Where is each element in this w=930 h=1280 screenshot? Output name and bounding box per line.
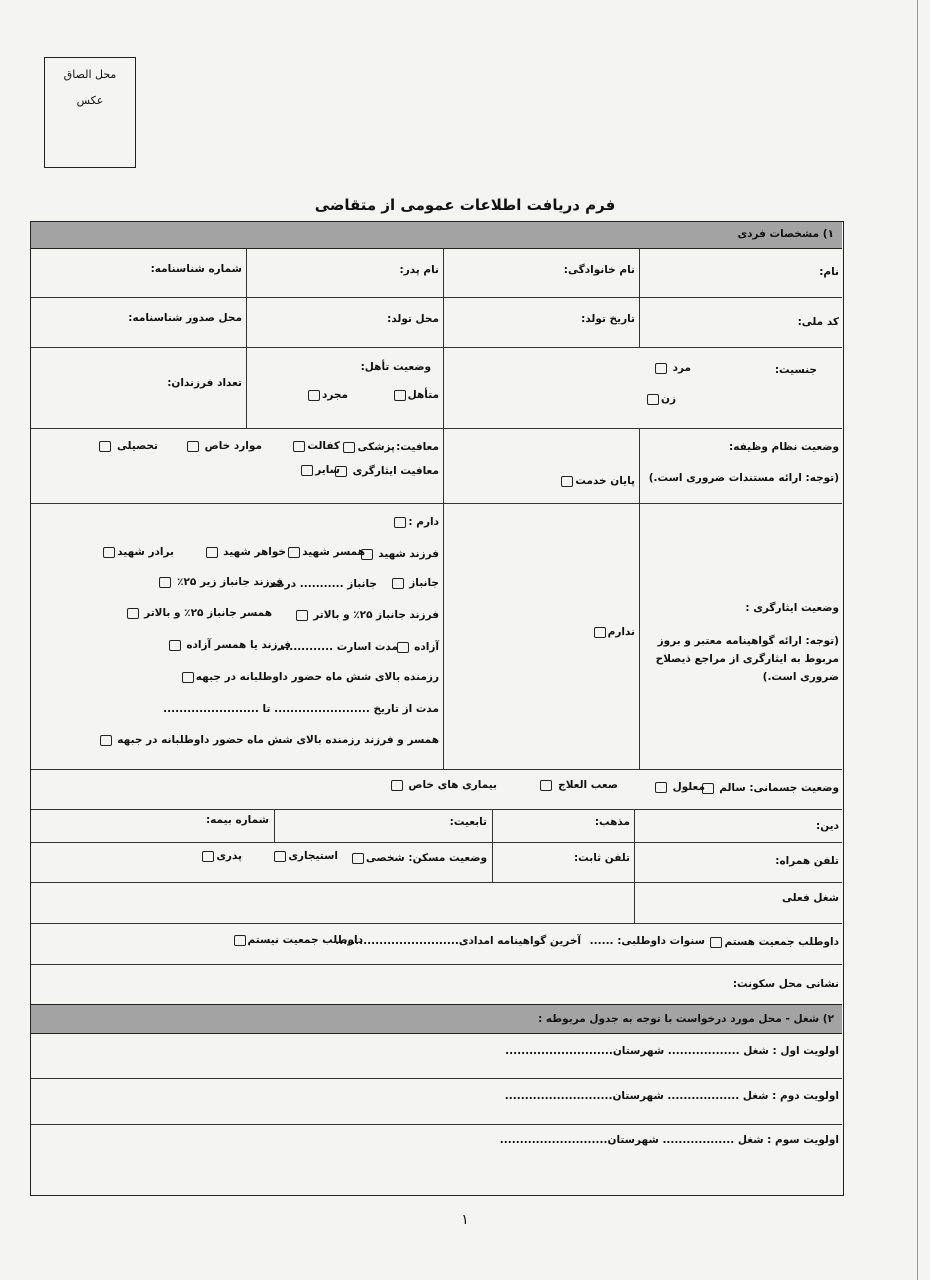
female-label: زن	[660, 393, 676, 405]
volunteer-member[interactable]	[708, 936, 839, 948]
educational-label: تحصیلی	[116, 440, 158, 452]
volunteer-years: سنوات داوطلبی: ......	[589, 935, 705, 947]
section2-title: ۲) شغل - محل مورد درخواست با توجه به جدول مربوطه :	[538, 1013, 834, 1025]
military-note: (توجه: ارائه مستندات ضروری است.)	[648, 472, 839, 484]
personal-checkbox[interactable]	[352, 853, 364, 864]
col-divider	[639, 503, 640, 769]
exempt-medical[interactable]	[341, 441, 395, 453]
volunteer-not-label: داوطلب جمعیت نیستم	[247, 934, 363, 946]
veteran-note: (توجه: ارائه گواهینامه معتبر و بروز مربوط به ایثارگری از مراجع ذیصلاح ضروری است.)	[655, 635, 839, 683]
special-disease-checkbox[interactable]	[391, 780, 403, 791]
volunteer-member-checkbox[interactable]	[710, 937, 722, 948]
combatant-family-checkbox[interactable]	[100, 735, 112, 746]
health-special[interactable]	[389, 779, 497, 791]
col-divider	[634, 809, 635, 842]
veteran-injured[interactable]	[390, 577, 439, 589]
nationality-label: تابعیت:	[449, 816, 487, 828]
row-divider	[31, 428, 842, 429]
freed-family-checkbox[interactable]	[169, 640, 181, 651]
service-end-checkbox[interactable]	[561, 476, 573, 487]
injured-child-under-label: فرزند جانباز زیر ۲۵٪	[177, 576, 283, 588]
sect-label: مذهب:	[594, 816, 630, 828]
martyr-sister-label: خواهر شهید	[223, 546, 286, 558]
freed-checkbox[interactable]	[397, 642, 409, 653]
page-edge	[917, 0, 918, 1280]
martyr-brother-checkbox[interactable]	[103, 547, 115, 558]
have-checkbox[interactable]	[394, 517, 406, 528]
disabled-label: معلول	[672, 781, 705, 793]
educational-checkbox[interactable]	[99, 441, 111, 452]
injured-child-under-checkbox[interactable]	[159, 577, 171, 588]
col-divider	[246, 248, 247, 347]
martyr-spouse[interactable]	[286, 546, 365, 558]
row-divider	[31, 882, 842, 883]
col-divider	[443, 347, 444, 428]
birth-place-label: محل تولد:	[387, 313, 439, 325]
col-divider	[246, 347, 247, 428]
housing-label: وضعیت مسکن: شخصی	[365, 852, 487, 864]
housing-rental[interactable]	[272, 850, 338, 862]
exempt-guardianship[interactable]	[291, 440, 340, 452]
veteran-label: وضعیت ایثارگری :	[745, 602, 839, 614]
exempt-special[interactable]	[185, 440, 262, 452]
col-divider	[492, 809, 493, 842]
captivity-duration: مدت اسارت ..............	[277, 641, 398, 653]
have-not-checkbox[interactable]	[594, 627, 606, 638]
section1-header	[31, 222, 842, 249]
martyr-brother[interactable]	[101, 546, 174, 558]
gender-female[interactable]	[645, 393, 676, 405]
insurance-label: شماره بیمه:	[205, 814, 269, 826]
martyr-brother-label: برادر شهید	[117, 546, 174, 558]
national-code-label: کد ملی:	[797, 316, 839, 328]
martyr-spouse-label: همسر شهید	[302, 546, 365, 558]
freed-label: آزاده	[414, 641, 439, 653]
id-number-label: شماره شناسنامه:	[150, 263, 242, 275]
volunteer-not-checkbox[interactable]	[234, 935, 246, 946]
injured-spouse-over-checkbox[interactable]	[127, 608, 139, 619]
health-disabled[interactable]	[653, 781, 705, 793]
injured-child-over-checkbox[interactable]	[296, 610, 308, 621]
veteran-exempt-label: معافیت ایثارگری	[352, 465, 439, 477]
combatant-family[interactable]	[98, 734, 439, 746]
veteran-have-not[interactable]	[592, 626, 635, 638]
military-label: وضعیت نظام وظیفه:	[729, 441, 839, 453]
col-divider	[639, 248, 640, 347]
freed-family-label: فرزند یا همسر آزاده	[186, 639, 291, 651]
married-checkbox[interactable]	[394, 390, 406, 401]
combatant-period: مدت از تاریخ ........................ تا ........................	[163, 703, 439, 715]
row-divider	[31, 1078, 842, 1079]
incurable-checkbox[interactable]	[540, 780, 552, 791]
mobile-label: تلفن همراه:	[775, 855, 839, 867]
special-checkbox[interactable]	[187, 441, 199, 452]
rental-label: استیجاری	[288, 850, 338, 862]
children-label: تعداد فرزندان:	[167, 377, 242, 389]
married-label: متأهل	[407, 389, 439, 401]
combatant-family-label: همسر و فرزند رزمنده بالای شش ماه حضور داوطلبانه در جبهه	[117, 734, 439, 746]
priority-3: اولویت سوم : شغل .................. شهرستان...........................	[499, 1134, 839, 1146]
have-not-label: ندارم	[607, 626, 635, 638]
col-divider	[634, 882, 635, 923]
row-divider	[31, 964, 842, 965]
current-job-label: شغل فعلی	[782, 892, 839, 904]
other-label: سایر	[315, 464, 340, 476]
housing-personal[interactable]	[350, 852, 487, 864]
housing-parental[interactable]	[200, 850, 242, 862]
health-healthy[interactable]	[700, 782, 839, 794]
exemption-label: معافیت:	[396, 441, 439, 453]
other-checkbox[interactable]	[301, 465, 313, 476]
veteran-have[interactable]	[392, 516, 439, 528]
religion-label: دین:	[816, 820, 839, 832]
family-label: نام خانوادگی:	[563, 264, 635, 276]
photo-label-1: محل الصاق	[63, 68, 117, 81]
have-label: دارم :	[408, 516, 439, 528]
row-divider	[31, 503, 842, 504]
martyr-sister-checkbox[interactable]	[206, 547, 218, 558]
priority-2: اولویت دوم : شغل .................. شهرستان...........................	[504, 1090, 839, 1102]
marital-label: وضعیت تأهل:	[360, 361, 431, 373]
guardianship-checkbox[interactable]	[293, 441, 305, 452]
combatant[interactable]	[180, 671, 439, 683]
incurable-label: صعب العلاج	[558, 779, 618, 791]
martyr-spouse-checkbox[interactable]	[288, 547, 300, 558]
col-divider	[443, 248, 444, 347]
injured-spouse-over[interactable]	[125, 607, 273, 619]
freed-pow[interactable]	[395, 641, 440, 653]
landline-label: تلفن ثابت:	[573, 852, 630, 864]
injured-spouse-over-label: همسر جانباز ۲۵٪ و بالاتر	[144, 607, 272, 619]
male-label: مرد	[672, 362, 691, 374]
photo-label-2: عکس	[76, 94, 104, 107]
row-divider	[31, 347, 842, 348]
exempt-other[interactable]	[299, 464, 340, 476]
exempt-educational[interactable]	[97, 440, 158, 452]
col-divider	[274, 809, 275, 842]
gender-label: جنسیت:	[774, 364, 817, 376]
health-label: وضعیت جسمانی: سالم	[719, 782, 839, 794]
priority-1: اولویت اول : شغل .................. شهرستان...........................	[505, 1045, 839, 1057]
father-label: نام پدر:	[399, 264, 439, 276]
address-label: نشانی محل سکونت:	[732, 978, 839, 990]
exempt-veteran[interactable]	[333, 465, 439, 477]
gender-male[interactable]	[653, 362, 691, 374]
injured-child-under[interactable]	[157, 576, 283, 588]
marital-single[interactable]	[306, 389, 348, 401]
col-divider	[639, 428, 640, 503]
parental-checkbox[interactable]	[202, 851, 214, 862]
form-title: فرم دریافت اطلاعات عمومی از متقاضی	[314, 196, 616, 214]
last-certificate: آخرین گواهینامه امدادی...............................	[335, 935, 581, 947]
volunteer-not[interactable]	[232, 934, 364, 946]
rental-checkbox[interactable]	[274, 851, 286, 862]
injured-label: جانباز	[409, 577, 439, 589]
service-end-label: پایان خدمت	[575, 475, 635, 487]
birth-date-label: تاریخ تولد:	[581, 313, 635, 325]
single-label: مجرد	[322, 389, 348, 401]
row-divider	[31, 1124, 842, 1125]
row-divider	[31, 297, 842, 298]
section2-header	[31, 1004, 842, 1034]
medical-label: پزشکی	[357, 441, 395, 453]
martyr-child-label: فرزند شهید	[378, 548, 439, 560]
marital-married[interactable]	[392, 389, 439, 401]
disabled-checkbox[interactable]	[655, 782, 667, 793]
martyr-sister[interactable]	[204, 546, 286, 558]
injured-child-over[interactable]	[294, 609, 439, 621]
col-divider	[443, 503, 444, 769]
injured-child-over-label: فرزند جانباز ۲۵٪ و بالاتر	[313, 609, 439, 621]
photo-box	[44, 57, 136, 168]
section1-title: ۱) مشخصات فردی	[737, 228, 834, 240]
medical-checkbox[interactable]	[343, 442, 355, 453]
page-number: ۱	[461, 1212, 469, 1228]
row-divider	[31, 769, 842, 770]
col-divider	[443, 428, 444, 503]
martyr-child[interactable]	[359, 548, 439, 560]
female-checkbox[interactable]	[647, 394, 659, 405]
single-checkbox[interactable]	[308, 390, 320, 401]
parental-label: پدری	[216, 850, 242, 862]
freed-family[interactable]	[167, 639, 291, 651]
volunteer-member-label: داوطلب جمعیت هستم	[724, 936, 839, 948]
service-end[interactable]	[559, 475, 635, 487]
col-divider	[634, 842, 635, 882]
row-divider	[31, 842, 842, 843]
injured-checkbox[interactable]	[392, 578, 404, 589]
issue-place-label: محل صدور شناسنامه:	[128, 312, 242, 324]
injured-percent: جانباز ........... درصد	[268, 578, 377, 590]
guardianship-label: کفالت	[307, 440, 340, 452]
col-divider	[492, 842, 493, 882]
combatant-checkbox[interactable]	[182, 672, 194, 683]
row-divider	[31, 923, 842, 924]
male-checkbox[interactable]	[655, 363, 667, 374]
health-incurable[interactable]	[538, 779, 618, 791]
special-label: موارد خاص	[204, 440, 262, 452]
combatant-label: رزمنده بالای شش ماه حضور داوطلبانه در جبهه	[195, 671, 439, 683]
name-label: نام:	[819, 266, 839, 278]
form-frame	[30, 221, 844, 1196]
row-divider	[31, 809, 842, 810]
special-disease-label: بیماری های خاص	[408, 779, 497, 791]
